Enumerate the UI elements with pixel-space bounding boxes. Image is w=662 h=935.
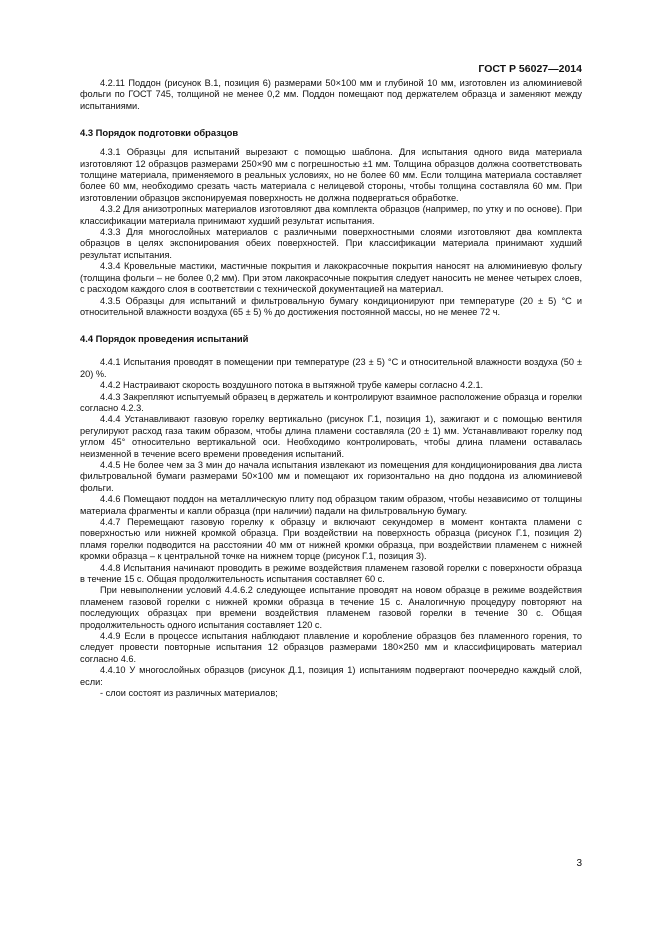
paragraph-4-4-8: 4.4.8 Испытания начинают проводить в режиме воздействия пламенем газовой горелки с поверхности образца в течение 15 с. Общая продолжительность испытания составляет 60 с. <box>80 562 582 585</box>
paragraph-4-3-3: 4.3.3 Для многослойных материалов с различными поверхностными слоями изготовляют два комплекта образцов в целях экспонирования обеих поверхностей. При классификации материала принимают худший результат испытания. <box>80 227 582 260</box>
paragraph-4-4-6: 4.4.6 Помещают поддон на металлическую плиту под образцом таким образом, чтобы независимо от толщины материала фрагменты и капли образца (при наличии) падали на фильтровальную бумагу. <box>80 494 582 516</box>
paragraph-4-4-2: 4.4.2 Настраивают скорость воздушного потока в вытяжной трубе камеры согласно 4.2.1. <box>100 380 484 391</box>
paragraph-4-4-7: 4.4.7 Перемещают газовую горелку к образцу и включают секундомер в момент контакта пламени с поверхностью или нижней кромкой образца. При воздействии на поверхность образца (рисунок Г.1, позиция 2) пламя горелки подводится на расстоянии 40 мм от нижней кромки образца, при воздействии пламенем с нижней кромки образца – к центральной точке на нижнем торце (рисунок Г.1, позиция 3). <box>80 517 582 562</box>
document-body <box>80 78 582 700</box>
section-heading-4-4: 4.4 Порядок проведения испытаний <box>80 333 249 345</box>
paragraph-4-3-5: 4.3.5 Образцы для испытаний и фильтровальную бумагу кондиционируют при температуре (20 ± 5) °С и относительной влажности воздуха (65 ± 5) % до достижения постоянной массы, но не менее 72 ч. <box>80 295 582 317</box>
paragraph-4-3-2: 4.3.2 Для анизотропных материалов изготовляют два комплекта образцов (например, по утку и по основе). При классификации материала принимают худший результат испытания. <box>80 204 582 226</box>
paragraph-4-3-4: 4.3.4 Кровельные мастики, мастичные покрытия и лакокрасочные покрытия наносят на алюминиевую фольгу (толщина фольги – не более 0,2 мм). При этом лакокрасочные покрытия следует наносить не менее четырех слоев, с расходом каждого слоя в соответствии с технической документацией на материал. <box>80 261 582 295</box>
paragraph-4-4-4: 4.4.4 Устанавливают газовую горелку вертикально (рисунок Г.1, позиция 1), зажигают и с помощью вентиля регулируют расход газа таким образом, чтобы длина пламени составляла (20 ± 1) мм. Устанавливают горелку под углом 45° относительно вертикальной оси. Необходимо контролировать, чтобы длина пламени оставалась неизменной в течение всего времени проведения испытаний. <box>80 414 582 459</box>
document-header: ГОСТ Р 56027—2014 <box>478 63 582 75</box>
paragraph-4-4-1: 4.4.1 Испытания проводят в помещении при температуре (23 ± 5) °С и относительной влажности воздуха (50 ± 20) %. <box>80 357 582 379</box>
paragraph-4-4-5: 4.4.5 Не более чем за 3 мин до начала испытания извлекают из помещения для кондиционирования два листа фильтровальной бумаги размерами 50×100 мм и помещают их горизонтально на дно поддона из алюминиевой фольги. <box>80 459 582 493</box>
paragraph-4-4-8-continued: При невыполнении условий 4.4.6.2 следующее испытание проводят на новом образце в режиме воздействия пламенем газовой горелки с нижней кромки образца в течение 15 с. Аналогичную процедуру повторяют на последующих образцах при времени воздействия пламенем газовой горелки в течение 30 с. Общая продолжительность одного испытания составляет 120 с. <box>80 585 582 630</box>
paragraph-4-4-3: 4.4.3 Закрепляют испытуемый образец в держатель и контролируют взаимное расположение образца и горелки согласно 4.2.3. <box>80 391 582 413</box>
paragraph-4-3-1: 4.3.1 Образцы для испытаний вырезают с помощью шаблона. Для испытания одного вида материала изготовляют 12 образцов размерами 250×90 мм с погрешностью ±1 мм. Толщина образцов должна соответствовать толщине материала, применяемого в реальных условиях, но не более 60 мм. Если толщина материала составляет более 60 мм, необходимо срезать часть материала с нелицевой стороны, чтобы толщина составляла 60 мм. При изготовлении образцов экспонируемая поверхность не должна подвергаться обработке. <box>80 147 582 203</box>
list-item-layers: - слои состоят из различных материалов; <box>100 688 278 699</box>
paragraph-4-4-10: 4.4.10 У многослойных образцов (рисунок Д.1, позиция 1) испытаниям подвергают поочередно каждый слой, если: <box>80 665 582 687</box>
paragraph-4-4-9: 4.4.9 Если в процессе испытания наблюдают плавление и коробление образцов без пламенного горения, то следует провести повторные испытания 12 образцов размерами 180×250 мм и классифицировать материал согласно 4.6. <box>80 631 582 664</box>
paragraph-4-2-11: 4.2.11 Поддон (рисунок В.1, позиция 6) размерами 50×100 мм и глубиной 10 мм, изготовлен из алюминиевой фольги по ГОСТ 745, толщиной не менее 0,2 мм. Поддон помещают под держателем образца и заменяют между испытаниями. <box>80 78 582 111</box>
section-heading-4-3: 4.3 Порядок подготовки образцов <box>80 127 239 139</box>
page-number: 3 <box>576 858 582 869</box>
